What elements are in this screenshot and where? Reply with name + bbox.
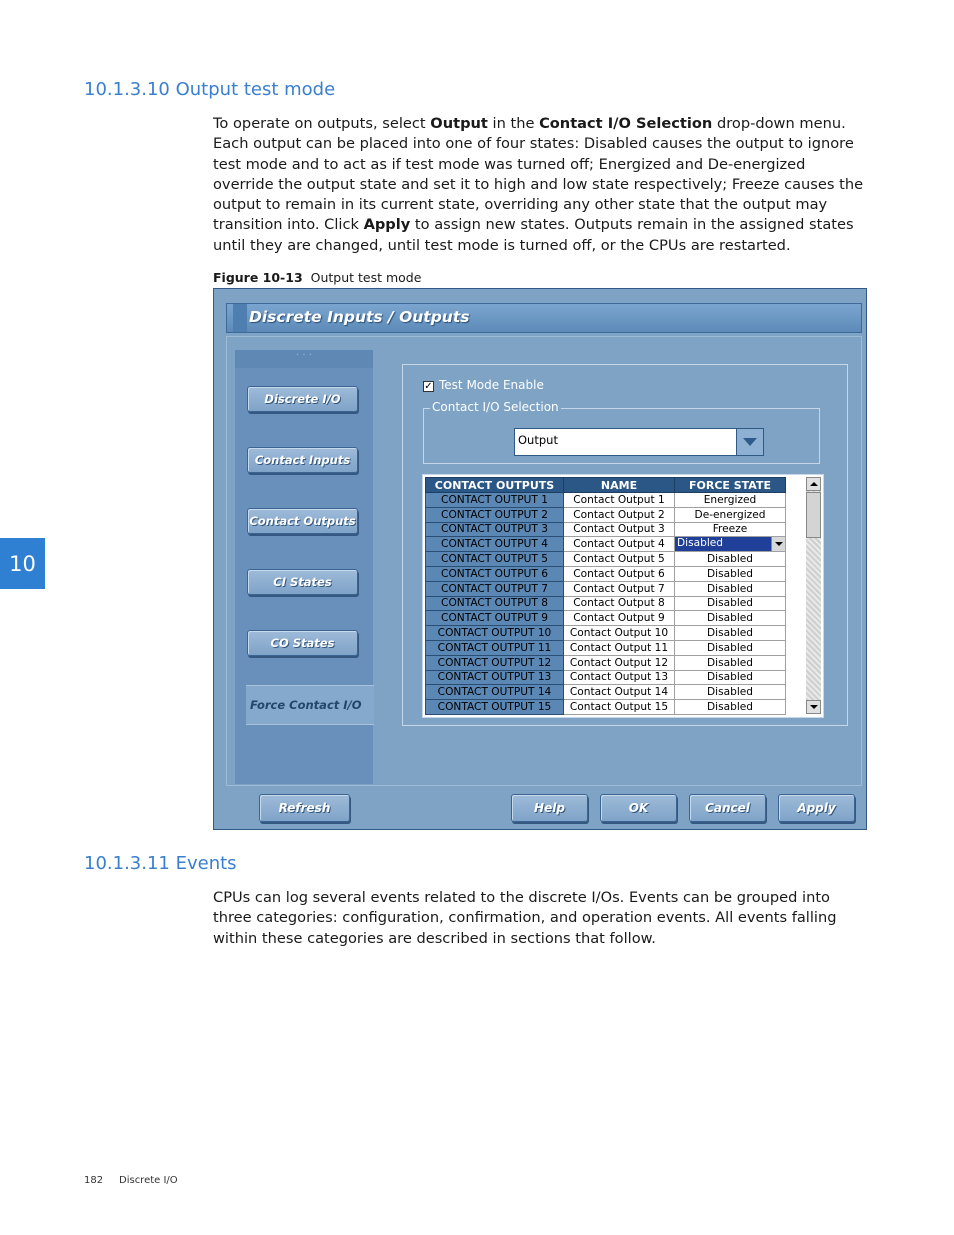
force-state-cell[interactable]: Disabled [675,552,786,567]
text-run: drop-down menu. Each output can be placed into one of four states: Disabled causes the output to ignore test mode and to act as if test mode was turned off; Energized and De-energized override the output state and set it to high and low state respectively; Freeze causes the output to remain in its current state, overriding any other state that the output may transition into. Click [213,115,864,234]
nav-panel [235,350,373,784]
events-paragraph: CPUs can log several events related to the discrete I/Os. Events can be grouped into three categories: configuration, confirmation, and operation events. All events falling within these categories are described in sections that follow. [213,889,837,947]
nav-grip[interactable]: · · · [235,350,373,368]
force-state-cell[interactable]: Disabled [675,700,786,715]
apply-button[interactable]: Apply [778,794,855,822]
titlebar-stripe [233,304,247,332]
nav-co-states-button[interactable]: CO States [247,630,358,656]
table-row[interactable] [426,552,786,567]
bold-term: Contact I/O Selection [539,115,713,132]
force-state-cell[interactable]: Disabled [675,640,786,655]
output-test-mode-screenshot [213,288,867,830]
table-row[interactable] [426,507,786,522]
name-cell[interactable]: Contact Output 12 [564,655,675,670]
test-mode-enable-label: Test Mode Enable [439,378,544,392]
column-header-name[interactable]: NAME [564,478,675,493]
force-state-cell[interactable]: Energized [675,493,786,508]
contact-io-selection-label: Contact I/O Selection [432,400,559,414]
contact-output-cell[interactable]: CONTACT OUTPUT 1 [426,493,564,508]
contact-output-cell[interactable]: CONTACT OUTPUT 11 [426,640,564,655]
section-heading-output-test-mode: 10.1.3.10 Output test mode [84,79,336,100]
footer-section: Discrete I/O [119,1175,178,1186]
name-cell[interactable]: Contact Output 1 [564,493,675,508]
table-row[interactable] [426,522,786,537]
column-header-contact-outputs[interactable]: CONTACT OUTPUTS [426,478,564,493]
force-state-cell[interactable] [675,537,786,552]
nav-ci-states-button[interactable]: CI States [247,569,358,595]
name-cell[interactable]: Contact Output 2 [564,507,675,522]
contact-output-cell[interactable]: CONTACT OUTPUT 2 [426,507,564,522]
contact-output-cell[interactable]: CONTACT OUTPUT 10 [426,626,564,641]
contact-output-cell[interactable]: CONTACT OUTPUT 13 [426,670,564,685]
figure-caption-text: Output test mode [310,270,422,285]
nav-force-contact-io-selected[interactable]: Force Contact I/O [246,685,374,725]
contact-output-cell[interactable]: CONTACT OUTPUT 8 [426,596,564,611]
contact-output-cell[interactable]: CONTACT OUTPUT 5 [426,552,564,567]
force-state-cell[interactable]: Disabled [675,626,786,641]
force-state-cell[interactable]: Disabled [675,655,786,670]
chapter-tab: 10 [0,538,45,589]
name-cell[interactable]: Contact Output 15 [564,700,675,715]
table-row[interactable] [426,700,786,715]
name-cell[interactable]: Contact Output 4 [564,537,675,552]
table-row[interactable] [426,685,786,700]
table-row[interactable] [426,655,786,670]
output-test-mode-paragraph [213,114,869,256]
table-row[interactable] [426,670,786,685]
contact-output-cell[interactable]: CONTACT OUTPUT 6 [426,566,564,581]
contact-output-cell[interactable]: CONTACT OUTPUT 15 [426,700,564,715]
refresh-button[interactable]: Refresh [259,794,350,822]
text-run: to assign new states. Outputs remain in the assigned states until they are changed, until test mode is turned off, or the CPUs are restarted. [213,216,854,254]
table-row[interactable] [426,626,786,641]
force-state-cell[interactable]: Disabled [675,581,786,596]
bold-term: Apply [363,216,411,234]
contact-output-cell[interactable]: CONTACT OUTPUT 4 [426,537,564,552]
force-state-dropdown[interactable] [675,537,785,551]
force-state-cell[interactable]: Freeze [675,522,786,537]
column-header-force-state[interactable]: FORCE STATE [675,478,786,493]
figure-label: Figure 10-13 [213,270,303,285]
nav-contact-outputs-button[interactable]: Contact Outputs [247,508,358,534]
force-state-cell[interactable]: Disabled [675,670,786,685]
force-state-cell[interactable]: Disabled [675,685,786,700]
test-mode-enable-checkbox[interactable]: ✓ [424,381,433,392]
footer-page-number: 182 [84,1175,104,1186]
text-run: To operate on outputs, select [213,115,431,132]
name-cell[interactable]: Contact Output 3 [564,522,675,537]
scroll-up-icon[interactable] [806,477,821,491]
force-state-cell[interactable]: Disabled [675,611,786,626]
name-cell[interactable]: Contact Output 8 [564,596,675,611]
contact-outputs-table [422,474,824,718]
section-heading-events: 10.1.3.11 Events [84,853,237,874]
table-row[interactable] [426,493,786,508]
contact-output-cell[interactable]: CONTACT OUTPUT 9 [426,611,564,626]
contact-output-cell[interactable]: CONTACT OUTPUT 3 [426,522,564,537]
name-cell[interactable]: Contact Output 6 [564,566,675,581]
name-cell[interactable]: Contact Output 9 [564,611,675,626]
scroll-down-icon[interactable] [806,700,821,714]
force-state-cell[interactable]: Disabled [675,596,786,611]
table-row[interactable] [426,566,786,581]
table-row[interactable] [426,640,786,655]
nav-contact-inputs-button[interactable]: Contact Inputs [247,447,358,473]
help-button[interactable]: Help [511,794,588,822]
window-title: Discrete Inputs / Outputs [249,308,470,326]
contact-io-selection-value: Output [518,433,558,447]
name-cell[interactable]: Contact Output 10 [564,626,675,641]
contact-io-selection-dropdown[interactable] [514,428,764,456]
name-cell[interactable]: Contact Output 13 [564,670,675,685]
text-run: in the [487,115,540,132]
name-cell[interactable]: Contact Output 14 [564,685,675,700]
force-state-cell[interactable]: De-energized [675,507,786,522]
name-cell[interactable]: Contact Output 11 [564,640,675,655]
content-panel [402,364,848,726]
window-titlebar [226,303,862,333]
name-cell[interactable]: Contact Output 7 [564,581,675,596]
force-state-dropdown-value: Disabled [677,537,724,550]
contact-output-cell[interactable]: CONTACT OUTPUT 7 [426,581,564,596]
contact-output-cell[interactable]: CONTACT OUTPUT 14 [426,685,564,700]
contact-output-cell[interactable]: CONTACT OUTPUT 12 [426,655,564,670]
table-row[interactable] [426,611,786,626]
table-row[interactable] [426,537,786,552]
nav-discrete-io-button[interactable]: Discrete I/O [247,386,358,412]
force-state-cell[interactable]: Disabled [675,566,786,581]
bold-term: Output [430,115,488,132]
table-row[interactable] [426,581,786,596]
table-row[interactable] [426,596,786,611]
chevron-down-icon[interactable] [736,429,763,455]
table-scrollbar[interactable] [806,477,821,714]
figure-caption [213,270,421,285]
cancel-button[interactable]: Cancel [689,794,766,822]
scroll-thumb[interactable] [806,492,821,538]
chevron-down-icon[interactable] [771,537,785,551]
main-frame [226,336,862,786]
name-cell[interactable]: Contact Output 5 [564,552,675,567]
contact-io-selection-group [423,400,820,464]
ok-button[interactable]: OK [600,794,677,822]
